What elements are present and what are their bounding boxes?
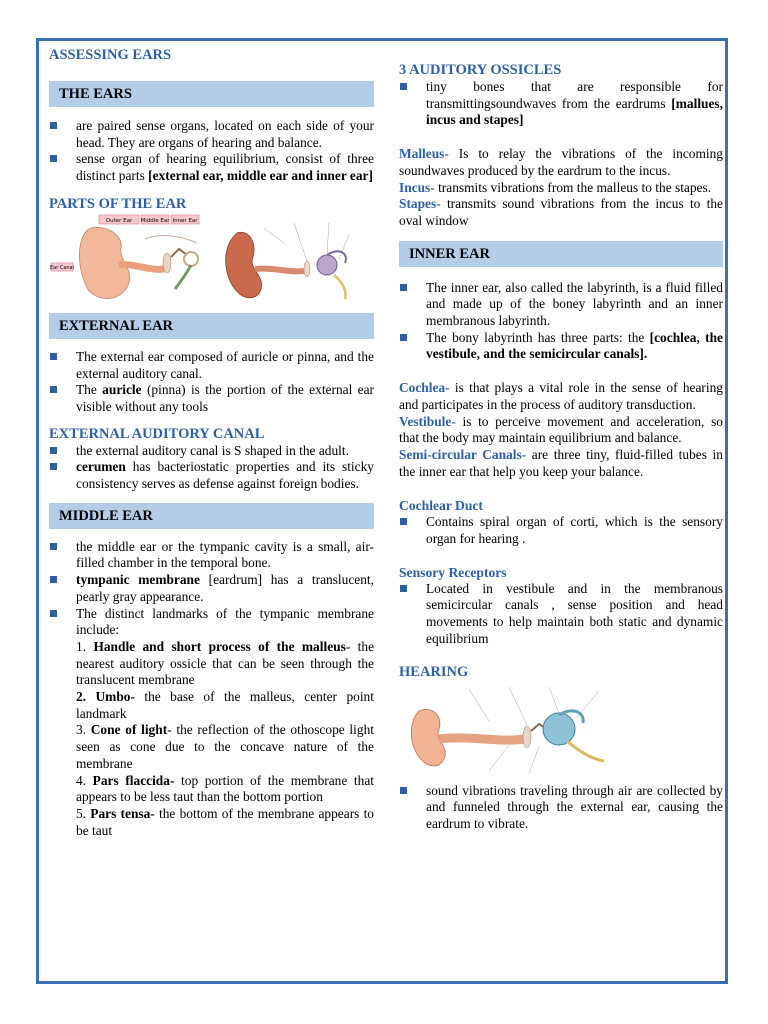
landmark-item: 3. Cone of light- the reflection of the othoscope light seen as cone due to the concave nature of the membrane [76, 722, 374, 771]
list-item [49, 118, 374, 151]
hearing-list [399, 783, 723, 833]
list-item [49, 151, 374, 184]
list-item [399, 280, 723, 330]
landmark-item: 1. Handle and short process of the malleus- the nearest auditory ossicle that can be seen through the translucent membrane [76, 638, 375, 688]
bullet-text: Located in vestibule and in the membranous semicircular canals , sense position and head movements to help maintain both static and dynamic equilibrium [426, 580, 723, 646]
bullet-text: the external auditory canal is S shaped in the adult. [76, 442, 349, 458]
bullet-bold-text: [cochlea, the vestibule, and the semicircular canals]. [426, 329, 723, 362]
bullet-text: The bony labyrinth has three parts: the [426, 329, 650, 345]
list-item [399, 783, 723, 833]
section-band-external-ear: EXTERNAL EAR [49, 313, 374, 339]
parts-heading: PARTS OF THE EAR [49, 195, 187, 212]
definition-cochlea: Cochlea- is that plays a vital role in the sense of hearing and participates in the process of auditory transduction. [399, 380, 723, 412]
bullet-text: [eardrum] has a translucent, pearly gray appearance. [76, 572, 374, 604]
right-column [399, 41, 723, 833]
cochlear-duct-heading: Cochlear Duct [399, 498, 483, 514]
definition-incus: Incus- transmits vibrations from the malleus to the stapes. [399, 179, 712, 195]
bullet-bold-text: cerumen [76, 459, 126, 475]
square-bullet-icon [400, 585, 407, 592]
document-title: ASSESSING EARS [49, 47, 172, 63]
square-bullet-icon [50, 576, 57, 583]
inner-ear-list [399, 280, 723, 364]
definition-stapes: Stapes- transmits sound vibrations from the incus to the oval window [399, 196, 723, 228]
list-item [399, 79, 723, 129]
canal-heading: EXTERNAL AUDITORY CANAL [49, 425, 265, 442]
section-band-inner-ear: INNER EAR [399, 241, 723, 267]
ear-anatomy-illustration [49, 213, 374, 305]
section-band-middle-ear: MIDDLE EAR [49, 503, 374, 529]
canal-list [49, 443, 374, 493]
landmark-item: 2. Umbo- the base of the malleus, center point landmark [76, 689, 374, 721]
hearing-illustration [399, 681, 619, 777]
bullet-text: sense organ of hearing equilibrium, consist of three distinct parts [76, 151, 374, 184]
bullet-bold-text: auricle [102, 382, 142, 398]
square-bullet-icon [400, 334, 407, 341]
left-column [49, 41, 374, 839]
definition-malleus: Malleus- Is to relay the vibrations of the incoming soundwaves produced by the eardrum to the incus. [399, 146, 723, 178]
list-item [49, 382, 374, 415]
label-ear-canal: Ear Canal [49, 264, 75, 271]
bullet-text: has bacteriostatic properties and its sticky consistency serves as defense against foreign bodies. [76, 459, 374, 492]
bullet-text: tiny bones that are responsible for transmittingsoundwaves from the eardrums [426, 79, 723, 111]
list-item [49, 539, 374, 572]
landmark-item: 4. Pars flaccida- top portion of the membrane that appears to be less taut than the bottom portion [76, 772, 375, 805]
label-inner-ear: Inner Ear [172, 217, 198, 224]
bullet-text: Contains spiral organ of corti, which is the sensory organ for hearing . [426, 514, 723, 547]
square-bullet-icon [400, 518, 407, 525]
list-item [49, 349, 374, 382]
square-bullet-icon [50, 447, 57, 454]
parts-figure [49, 213, 374, 305]
page-frame [36, 38, 728, 984]
bullet-text: The [76, 382, 103, 398]
section-band-the-ears: THE EARS [49, 81, 374, 107]
list-item [399, 330, 723, 363]
bullet-text: The inner ear, also called the labyrinth, is a fluid filled and made up of the boney labyrinth and an inner membranous labyrinth. [426, 279, 723, 329]
bullet-bold-text: tympanic membrane [76, 572, 200, 588]
square-bullet-icon [400, 83, 407, 90]
bullet-text: sound vibrations traveling through air are collected by and funneled through the external ear, causing the eardrum to vibrate. [426, 782, 723, 831]
bullet-bold-text: [mallues, incus and stapes] [426, 95, 723, 128]
square-bullet-icon [50, 122, 57, 129]
square-bullet-icon [50, 353, 57, 360]
list-item [49, 459, 374, 492]
square-bullet-icon [50, 463, 57, 470]
label-middle-ear: Middle Ear [140, 217, 170, 224]
hearing-figure [399, 681, 723, 781]
bullet-text: are paired sense organs, located on each side of your head. They are organs of hearing and balance. [76, 118, 374, 150]
square-bullet-icon [400, 787, 407, 794]
list-item [49, 443, 374, 460]
ossicles-heading: 3 AUDITORY OSSICLES [399, 62, 562, 78]
external-ear-list [49, 349, 374, 416]
list-item [399, 514, 723, 547]
bullet-bold-text: [external ear, middle ear and inner ear] [148, 168, 373, 184]
definition-semicircular-canals: Semi-circular Canals- are three tiny, fluid-filled tubes in the inner ear that help you keep your balance. [399, 446, 723, 479]
cochlear-duct-list [399, 514, 723, 547]
square-bullet-icon [50, 386, 57, 393]
hearing-heading: HEARING [399, 663, 469, 680]
sensory-receptors-heading: Sensory Receptors [399, 564, 507, 580]
square-bullet-icon [50, 543, 57, 550]
list-item [399, 581, 723, 648]
list-item [49, 606, 374, 639]
ossicles-list [399, 79, 723, 129]
the-ears-list [49, 118, 374, 185]
bullet-text: (pinna) is the portion of the external ear visible without any tools [76, 382, 374, 414]
definition-vestibule: Vestibule- is to perceive movement and acceleration, so that the body may maintain equilibrium and balance. [399, 413, 723, 446]
landmark-item: 5. Pars tensa- the bottom of the membrane appears to be taut [76, 805, 375, 838]
square-bullet-icon [400, 284, 407, 291]
bullet-text: The distinct landmarks of the tympanic membrane include: [76, 605, 374, 638]
bullet-text: The external ear composed of auricle or pinna, and the external auditory canal. [76, 348, 374, 381]
sensory-list [399, 581, 723, 648]
bullet-text: the middle ear or the tympanic cavity is a small, air-filled chamber in the temporal bone. [76, 538, 374, 571]
list-item [49, 572, 374, 605]
square-bullet-icon [50, 155, 57, 162]
label-outer-ear: Outer Ear [105, 217, 133, 224]
middle-ear-list [49, 539, 374, 639]
square-bullet-icon [50, 610, 57, 617]
